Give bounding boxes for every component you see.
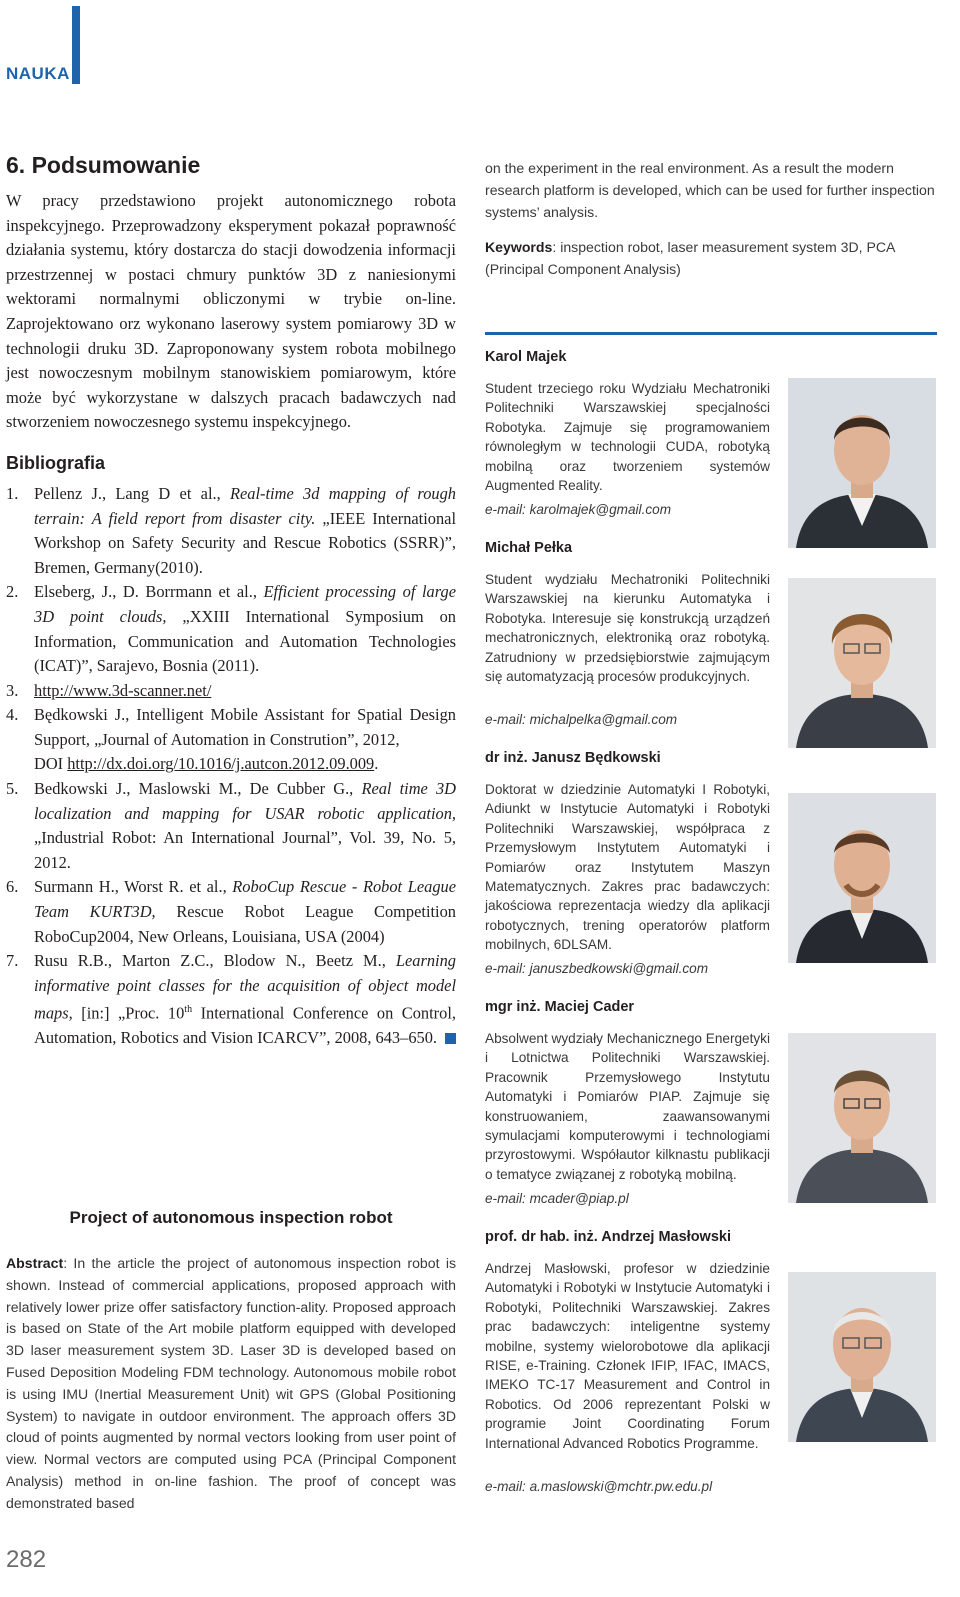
bib-authors: Elseberg, J., D. Borrmann et al., — [34, 582, 264, 602]
summary-text: W pracy przedstawiono projekt autonomicznego robota inspekcyjnego. Przeprowadzony eksperyment pokazał poprawność działania systemu, który dostarcza do stacji dowodzenia informacji przestrzennej w postaci chmury punktów 3D z naniesionymi wektorami normalnymi obliczonymi w trybie on-line. Zaprojektowano orz wykonano laserowy system pomiarowy 3D w technologii druku 3D. Zaproponowany system robota mobilnego jest nowoczesnym mobilnym stanowiskiem pomiarowym, które może być wykorzystane w dalszych pracach badawczych nad stworzeniem nowoczesnego systemu inspekcyjnego. — [6, 191, 456, 432]
bib-rest: „XXIII International Symposium on Information, Communication and Automation Technologies (ICAT)”, Sarajevo, Bosnia (2011). — [34, 606, 456, 676]
bib-authors: Rusu R.B., Marton Z.C., Blodow N., Beetz M., — [34, 951, 396, 971]
bib-item — [6, 580, 456, 678]
bib-text — [34, 703, 456, 777]
author-bio: Andrzej Masłowski, profesor w dziedzinie Automatyki i Robotyki w Instytucie Automatyki i Robotyki, Politechniki Warszawskiej. Zakres prac badawczych: inteligentne systemy mobilne, systemy wielorobotowe dla aplikacji RISE, e-Training. Członek IFIP, IFAC, IMACS, IMEKO TC-17 Measurement and Control in Robotics. Od 2006 reprezentant Polski w programie Joint Coordinating Forum International Advanced Robotics Programme. — [485, 1261, 770, 1451]
bib-title: Learning informative point classes for the acquisition of object model maps, — [34, 951, 456, 1023]
bib-number: 6. — [6, 877, 19, 897]
bib-title: RoboCup Rescue - Robot League Team KURT3D, — [34, 877, 456, 922]
author-email: e-mail: michalpelka@gmail.com — [485, 712, 678, 727]
bib-authors: Surmann H., Worst R. et al., — [34, 877, 233, 897]
bib-authors: Pellenz J., Lang D et al., — [34, 483, 230, 503]
author-bio: Student trzeciego roku Wydziału Mechatroniki Politechniki Warszawskiej specjalności Robotyka. Zajmuje się programowaniem równoległym w technologii CUDA, robotyką mobilną oraz tworzeniem systemów Augmented Reality. — [485, 381, 770, 494]
section-label: NAUKA — [6, 64, 70, 83]
author-email: e-mail: a.maslowski@mchtr.pw.edu.pl — [485, 1479, 713, 1494]
bib-rest: Rescue Robot League Competition RoboCup2004, New Orleans, Louisiana, USA (2004) — [34, 902, 456, 946]
english-title: Project of autonomous inspection robot — [69, 1208, 393, 1227]
author-email: e-mail: karolmajek@gmail.com — [485, 502, 672, 517]
bib-number: 4. — [6, 705, 19, 725]
authors-divider — [485, 332, 937, 335]
author-bio: Doktorat w dziedzinie Automatyki I Robotyki, Adiunkt w Instytucie Automatyki i Robotyki Politechniki Warszawskiej, współpraca z Przemysłowym Instytutem Automatyki i Pomiarów oraz Instytutem Maszyn Matematycznych. Zakres prac badawczych: jakościowa reprezentacja wiedzy dla aplikacji robotycznych, trening operatorów platform mobilnych, 6DLSAM. — [485, 782, 770, 953]
keywords — [485, 237, 937, 281]
bib-text — [34, 777, 456, 875]
bib-number: 7. — [6, 951, 19, 971]
bib-number: 5. — [6, 779, 19, 799]
bib-superscript: th — [184, 1004, 193, 1016]
author-name: mgr inż. Maciej Cader — [485, 999, 635, 1015]
author-photo — [788, 1033, 936, 1203]
bib-title: Real-time 3d mapping of rough terrain: A field report from disaster city. — [34, 483, 456, 528]
bib-rest: International Conference on Control, Automation, Robotics and Vision ICARCV”, 2008, 643–650. — [34, 1003, 456, 1048]
bib-title: Efficient processing of large 3D point clouds, — [34, 582, 456, 626]
bib-number: 2. — [6, 582, 19, 602]
bib-rest: „Industrial Robot: An International Journal”, Vol. 39, No. 5, 2012. — [34, 828, 456, 872]
bib-rest: [in:] „Proc. 10 — [72, 1003, 185, 1023]
keywords-label: Keywords — [485, 239, 553, 256]
summary-heading: 6. Podsumowanie — [6, 152, 201, 178]
abstract — [6, 1253, 456, 1515]
bib-authors: Bedkowski J., Maslowski M., De Cubber G., — [34, 779, 362, 799]
bib-number: 3. — [6, 680, 19, 700]
bib-title: Real time 3D localization and mapping for USAR robotic application, — [34, 779, 457, 823]
author-photo — [788, 793, 936, 963]
bibliography-heading: Bibliografia — [6, 452, 106, 473]
author-name: prof. dr hab. inż. Andrzej Masłowski — [485, 1229, 731, 1245]
author-photo — [788, 578, 936, 748]
bib-item — [6, 875, 456, 949]
author-email: e-mail: januszbedkowski@gmail.com — [485, 961, 709, 976]
keywords-text: : inspection robot, laser measurement system 3D, PCA (Principal Component Analysis) — [485, 239, 895, 278]
abstract-label: Abstract — [6, 1255, 64, 1271]
article-end-marker — [445, 1033, 456, 1044]
author-name: Karol Majek — [485, 349, 567, 365]
bib-doi-prefix: DOI — [34, 754, 68, 774]
bib-item — [6, 703, 456, 777]
page-number: 282 — [6, 1546, 47, 1573]
bib-doi-suffix: . — [374, 754, 379, 774]
bib-rest: „IEEE International Workshop on Safety Security and Rescue Robotics (SSRR)”, Bremen, Germany(2010). — [34, 508, 456, 577]
left-column — [6, 150, 456, 1051]
bib-doi-link[interactable]: http://dx.doi.org/10.1016/j.autcon.2012.09.009 — [67, 754, 375, 774]
bib-item — [6, 777, 456, 875]
bib-text — [34, 949, 456, 1051]
author-photo — [788, 1272, 936, 1442]
bib-item — [6, 482, 456, 580]
author-bio: Student wydziału Mechatroniki Politechniki Warszawskiej na kierunku Automatyka i Robotyka. Interesuje się konstrukcją urządzeń mechatronicznych, elektroniką oraz robotyką. Zatrudniony w przedsiębiorstwie zajmującym się automatyzacją procesów produkcyjnych. — [485, 572, 770, 685]
bib-text — [34, 875, 456, 949]
header-accent-bar — [72, 6, 80, 84]
bib-number: 1. — [6, 483, 19, 503]
bib-item — [6, 679, 456, 704]
bib-item — [6, 949, 456, 1051]
author-photo — [788, 378, 936, 548]
author-name: Michał Pełka — [485, 540, 573, 556]
bib-authors: Będkowski J., Intelligent Mobile Assistant for Spatial Design Support, „Journal of Automation in Constrution”, 2012, — [34, 705, 456, 749]
right-column-top — [485, 158, 937, 281]
author-name: dr inż. Janusz Będkowski — [485, 750, 661, 766]
author-email: e-mail: mcader@piap.pl — [485, 1191, 629, 1206]
abstract-text: : In the article the project of autonomous inspection robot is shown. Instead of commercial applications, proposed approach with relatively lower prize offer satisfactory function-ality. Proposed approach is based on State of the Art mobile platform equipped with developed 3D laser measurement system 3D. Laser 3D is developed based on Fused Deposition Modeling FDM technology. Autonomous mobile robot is using IMU (Inertial Measurement Unit) wit GPS (Global Positioning System) to navigate in outdoor environment. The approach offers 3D cloud of points augmented by normal vectors looking from user point of view. Normal vectors are computed using PCA (Principal Component Analysis) method in on-line fashion. The proof of concept was demonstrated based — [6, 1255, 456, 1511]
bib-text — [34, 580, 456, 678]
author-bio: Absolwent wydziały Mechanicznego Energetyki i Lotnictwa Politechniki Warszawskiej. Pracownik Przemysłowego Instytutu Automatyki i Pomiarów PIAP. Zajmuje się konstruowaniem, zaawansowanymi symulacjami komputerowymi i technologiami przyrostowymi. Współautor kilknastu publikacji o tematyce związanej z robotyką mobilną. — [485, 1031, 770, 1182]
bib-text — [34, 482, 456, 580]
bib-link[interactable]: http://www.3d-scanner.net/ — [34, 680, 212, 700]
abstract-continuation: on the experiment in the real environment. As a result the modern research platform is developed, which can be used for further inspection systems’ analysis. — [485, 160, 935, 220]
bib-text — [34, 679, 456, 704]
